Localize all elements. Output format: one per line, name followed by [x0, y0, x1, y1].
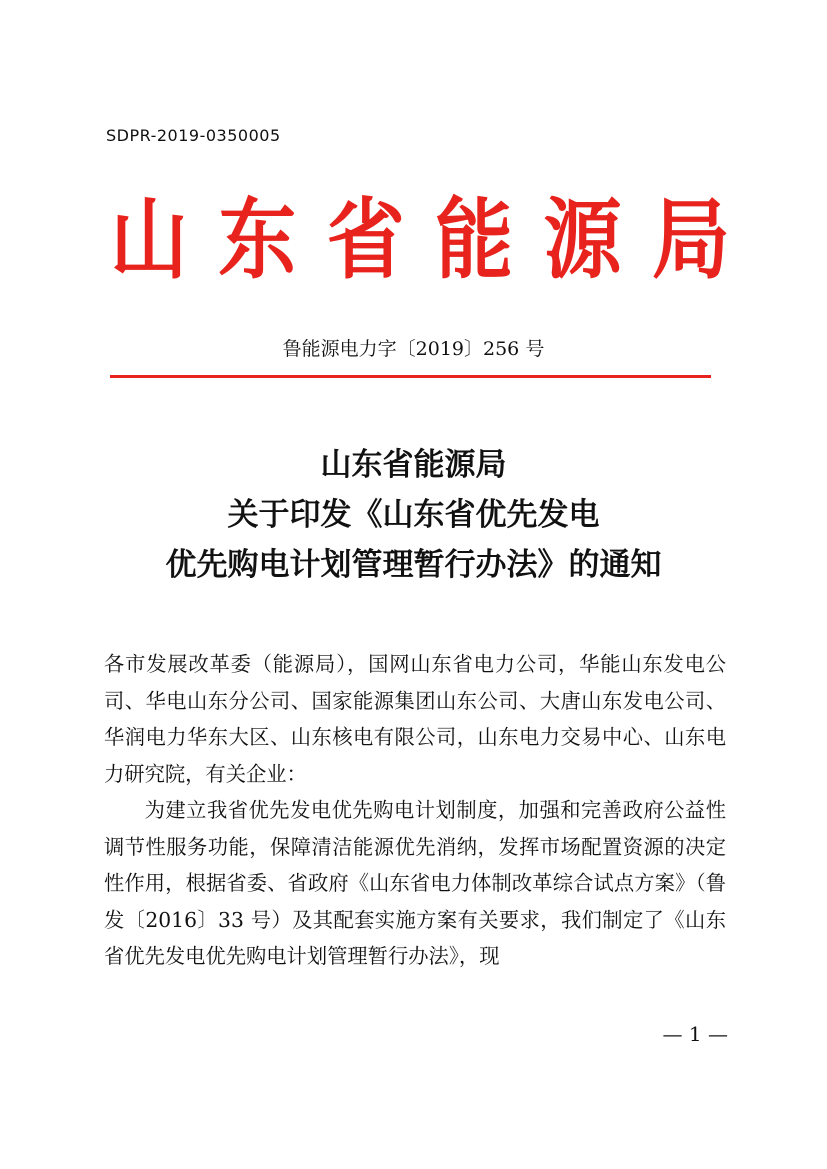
masthead-issuer — [110, 189, 730, 292]
red-divider-line — [110, 375, 711, 378]
body-paragraph: 为建立我省优先发电优先购电计划制度，加强和完善政府公益性调节性服务功能，保障清洁能源优先消纳，发挥市场配置资源的决定性作用，根据省委、省政府《山东省电力体制改革综合试点方案》（鲁发〔2016〕33 号）及其配套实施方案有关要求，我们制定了《山东省优先发电优先购电计划管理暂行办法》，现 — [104, 798, 726, 968]
addressee-paragraph: 各市发展改革委（能源局），国网山东省电力公司，华能山东发电公司、华电山东分公司、国家能源集团山东公司、大唐山东发电公司、华润电力华东大区、山东核电有限公司，山东电力交易中心、山东电力研究院，有关企业： — [104, 652, 726, 786]
document-title — [0, 440, 827, 590]
masthead-char: 山 — [110, 189, 189, 292]
page-number: — 1 — — [662, 1022, 728, 1046]
masthead-char: 源 — [543, 189, 622, 292]
title-line-3: 优先购电计划管理暂行办法》的通知 — [165, 547, 662, 583]
masthead-char: 东 — [218, 189, 297, 292]
title-line-2: 关于印发《山东省优先发电 — [227, 497, 600, 533]
masthead-char: 能 — [435, 189, 514, 292]
masthead-char: 局 — [651, 189, 730, 292]
document-number: 鲁能源电力字〔2019〕256 号 — [282, 338, 545, 360]
title-line-1: 山东省能源局 — [320, 447, 507, 483]
document-body — [104, 646, 726, 975]
masthead-char: 省 — [326, 189, 405, 292]
document-code: SDPR-2019-0350005 — [106, 126, 281, 145]
